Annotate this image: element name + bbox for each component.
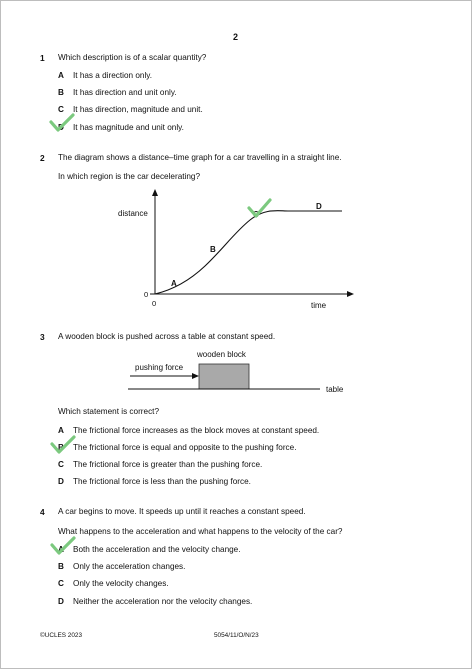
distance-curve xyxy=(155,211,342,294)
tick-mark-icon xyxy=(50,536,76,558)
force-arrow-head xyxy=(192,373,199,379)
question-prompt: What happens to the acceleration and what happens to the velocity of the car? xyxy=(58,527,343,536)
region-label-d: D xyxy=(316,202,322,211)
distance-time-graph xyxy=(110,186,370,316)
x-axis-arrow xyxy=(347,291,354,297)
question-prompt: Which statement is correct? xyxy=(58,407,160,416)
option-letter: C xyxy=(58,579,64,588)
option-text: It has magnitude and unit only. xyxy=(73,123,184,132)
force-label: pushing force xyxy=(135,363,184,372)
question-prompt: In which region is the car decelerating? xyxy=(58,172,200,181)
option-letter: A xyxy=(58,71,64,80)
option-letter: C xyxy=(58,460,64,469)
question-stem: A wooden block is pushed across a table at constant speed. xyxy=(58,332,276,341)
page-number: 2 xyxy=(233,32,239,42)
region-label-a: A xyxy=(171,279,177,288)
option-letter: D xyxy=(58,123,64,132)
option-letter: B xyxy=(58,443,64,452)
option-text: It has direction, magnitude and unit. xyxy=(73,105,203,114)
tick-mark-icon xyxy=(249,200,270,216)
region-label-c: C xyxy=(253,210,259,219)
question-number: 1 xyxy=(40,53,45,63)
wooden-block xyxy=(199,364,249,389)
option-letter: D xyxy=(58,477,64,486)
option-text: It has direction and unit only. xyxy=(73,88,177,97)
question-stem: A car begins to move. It speeds up until it reaches a constant speed. xyxy=(58,507,306,516)
option-letter: B xyxy=(58,88,64,97)
option-text: It has a direction only. xyxy=(73,71,153,80)
option-letter: C xyxy=(58,105,64,114)
option-text: The frictional force is less than the pushing force. xyxy=(73,477,251,486)
option-text: The frictional force is greater than the pushing force. xyxy=(73,460,263,469)
option-text: Only the velocity changes. xyxy=(73,579,169,588)
origin-x-label: 0 xyxy=(152,299,157,308)
tick-mark-icon xyxy=(50,435,76,457)
option-text: Only the acceleration changes. xyxy=(73,562,186,571)
question-stem: Which description is of a scalar quantity? xyxy=(58,53,207,62)
block-diagram xyxy=(120,345,360,401)
tick-mark-icon xyxy=(49,113,75,135)
x-axis-label: time xyxy=(311,301,327,310)
footer-paper-code: 5054/11/O/N/23 xyxy=(214,632,259,639)
origin-y-label: 0 xyxy=(144,290,149,299)
footer-copyright: ©UCLES 2023 xyxy=(40,632,83,639)
option-text: Neither the acceleration nor the velocity changes. xyxy=(73,597,253,606)
question-number: 2 xyxy=(40,153,45,163)
option-letter: A xyxy=(58,426,64,435)
y-axis-label: distance xyxy=(118,209,148,218)
table-label: table xyxy=(326,385,344,394)
question-number: 3 xyxy=(40,332,45,342)
block-label: wooden block xyxy=(197,350,246,359)
question-stem: The diagram shows a distance–time graph for a car travelling in a straight line. xyxy=(58,153,342,162)
option-text: The frictional force increases as the block moves at constant speed. xyxy=(73,426,320,435)
region-label-b: B xyxy=(210,245,216,254)
option-letter: A xyxy=(58,545,64,554)
option-letter: B xyxy=(58,562,64,571)
option-letter: D xyxy=(58,597,64,606)
y-axis-arrow xyxy=(152,189,158,196)
question-number: 4 xyxy=(40,507,45,517)
option-text: Both the acceleration and the velocity change. xyxy=(73,545,241,554)
option-text: The frictional force is equal and opposite to the pushing force. xyxy=(73,443,297,452)
